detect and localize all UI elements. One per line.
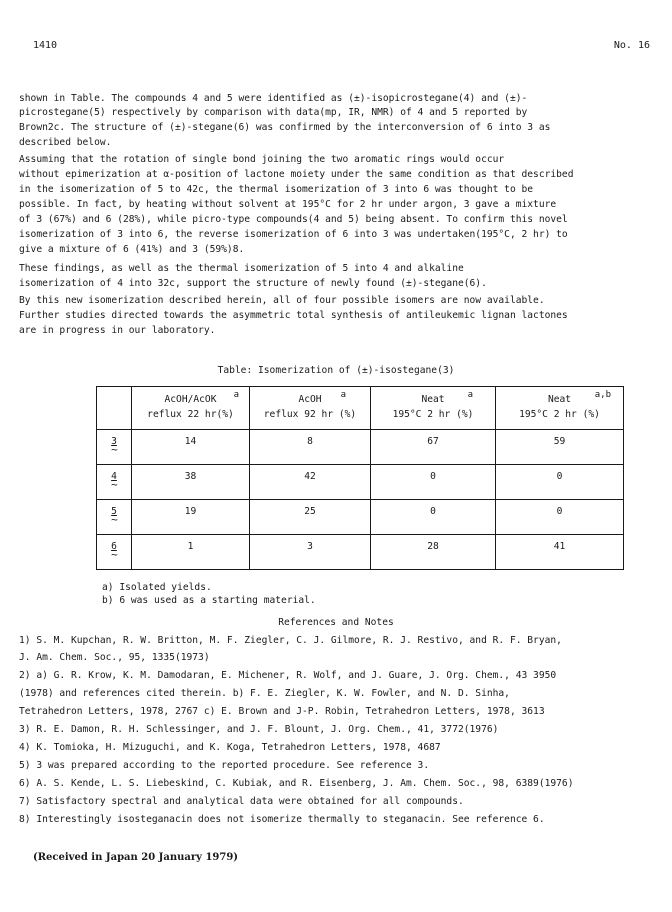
text-line: described below. [19, 137, 112, 148]
reference-line: 2) a) G. R. Krow, K. M. Damodaran, E. Michener, R. Wolf, and J. Guare, J. Org. Chem., 43 3950 [19, 670, 557, 681]
text-line: in the isomerization of 5 to 42c, the thermal isomerization of 3 into 6 was thought to be [19, 184, 534, 195]
compound-number: 6 ~ [111, 541, 117, 552]
page-number: 1410 [33, 40, 58, 51]
column-header-line2: 195°C 2 hr (%) [519, 409, 600, 420]
table-cell: 59 [496, 430, 624, 465]
reference-line: 4) K. Tomioka, H. Mizuguchi, and K. Koga, Tetrahedron Letters, 1978, 4687 [19, 742, 441, 753]
column-header-line2: reflux 92 hr (%) [263, 409, 357, 420]
compound-cell [97, 430, 132, 465]
column-header-line1: AcOH [298, 394, 322, 405]
reference-line: 7) Satisfactory spectral and analytical data were obtained for all compounds. [19, 796, 464, 807]
table-cell: 25 [250, 500, 371, 535]
table-cell: 3 [250, 535, 371, 570]
table-cell: 1 [132, 535, 250, 570]
table-caption: Table: Isomerization of (±)-isostegane(3) [217, 365, 455, 376]
reference-line: Tetrahedron Letters, 1978, 2767 c) E. Brown and J-P. Robin, Tetrahedron Letters, 1978, 3613 [19, 706, 545, 717]
column-header-superscript: a,b [594, 390, 611, 400]
compound-cell [97, 465, 132, 500]
references-title: References and Notes [278, 617, 394, 628]
table-cell: 28 [371, 535, 496, 570]
text-line: Assuming that the rotation of single bond joining the two aromatic rings would occur [19, 154, 505, 165]
reference-line: J. Am. Chem. Soc., 95, 1335(1973) [19, 652, 210, 663]
text-line: These findings, as well as the thermal isomerization of 5 into 4 and alkaline [19, 263, 464, 274]
issue-number: No. 16 [613, 40, 650, 51]
text-line: isomerization of 4 into 32c, support the structure of newly found (±)-stegane(6). [19, 278, 487, 289]
table-cell: 38 [132, 465, 250, 500]
table-cell: 0 [371, 465, 496, 500]
table-cell: 0 [496, 465, 624, 500]
text-line: Brown2c. The structure of (±)-stegane(6) was confirmed by the interconversion of 6 into 3 as [19, 122, 551, 133]
table-column-header [496, 387, 624, 430]
table-cell: 0 [496, 500, 624, 535]
reference-line: 5) 3 was prepared according to the reported procedure. See reference 3. [19, 760, 430, 771]
reference-line: 6) A. S. Kende, L. S. Liebeskind, C. Kubiak, and R. Eisenberg, J. Am. Chem. Soc., 98, 6389(1976) [19, 778, 574, 789]
text-line: give a mixture of 6 (41%) and 3 (59%)8. [19, 244, 245, 255]
table-cell: 19 [132, 500, 250, 535]
compound-cell [97, 500, 132, 535]
table-corner-cell [97, 387, 132, 430]
table-column-header [132, 387, 250, 430]
compound-cell [97, 535, 132, 570]
compound-number: 4 ~ [111, 471, 117, 482]
text-line: By this new isomerization described herein, all of four possible isomers are now available. [19, 295, 545, 306]
reference-line: 3) R. E. Damon, R. H. Schlessinger, and J. F. Blount, J. Org. Chem., 41, 3772(1976) [19, 724, 499, 735]
table-cell: 8 [250, 430, 371, 465]
text-line: shown in Table. The compounds 4 and 5 were identified as (±)-isopicrostegane(4) and (±)- [19, 93, 528, 104]
table-cell: 67 [371, 430, 496, 465]
text-line: isomerization of 3 into 6, the reverse isomerization of 6 into 3 was undertaken(195°C, 2 hr) to [19, 229, 568, 240]
compound-number: 5 ~ [111, 506, 117, 517]
column-header-line2: 195°C 2 hr (%) [392, 409, 474, 420]
text-line: possible. In fact, by heating without solvent at 195°C for 2 hr under argon, 3 gave a mixture [19, 199, 557, 210]
received-date: (Received in Japan 20 January 1979) [33, 852, 239, 863]
reference-line: 1) S. M. Kupchan, R. W. Britton, M. F. Ziegler, C. J. Gilmore, R. J. Restivo, and R. F. Bryan, [19, 635, 562, 646]
column-header-superscript: a [233, 390, 239, 400]
reference-line: 8) Interestingly isosteganacin does not isomerize thermally to steganacin. See reference 6. [19, 814, 545, 825]
table-row [97, 430, 624, 465]
table-row [97, 500, 624, 535]
text-line: of 3 (67%) and 6 (28%), while picro-type compounds(4 and 5) being absent. To confirm this novel [19, 214, 568, 225]
text-line: Further studies directed towards the asymmetric total synthesis of antileukemic lignan lactones [19, 310, 568, 321]
text-line: picrostegane(5) respectively by comparison with data(mp, IR, NMR) of 4 and 5 reported by [19, 107, 528, 118]
column-header-line1: AcOH/AcOK [164, 394, 217, 405]
isomerization-table [96, 386, 624, 570]
table-column-header [371, 387, 496, 430]
table-footnote-a: a) Isolated yields. [102, 582, 212, 593]
column-header-line1: Neat [547, 394, 572, 405]
table-column-header [250, 387, 371, 430]
column-header-superscript: a [340, 390, 346, 400]
table-footnote-b: b) 6 was used as a starting material. [102, 595, 316, 606]
table-header-row [97, 387, 624, 430]
column-header-line2: reflux 22 hr(%) [147, 409, 234, 420]
table-cell: 0 [371, 500, 496, 535]
table-cell: 14 [132, 430, 250, 465]
column-header-superscript: a [467, 390, 473, 400]
text-line: are in progress in our laboratory. [19, 325, 216, 336]
table-cell: 41 [496, 535, 624, 570]
table-row [97, 535, 624, 570]
compound-number: 3 ~ [111, 436, 117, 447]
reference-line: (1978) and references cited therein. b) F. E. Ziegler, K. W. Fowler, and N. D. Sinha, [19, 688, 510, 699]
table-row [97, 465, 624, 500]
text-line: without epimerization at α-position of lactone moiety under the same condition as that described [19, 169, 574, 180]
table-cell: 42 [250, 465, 371, 500]
column-header-line1: Neat [421, 394, 445, 405]
